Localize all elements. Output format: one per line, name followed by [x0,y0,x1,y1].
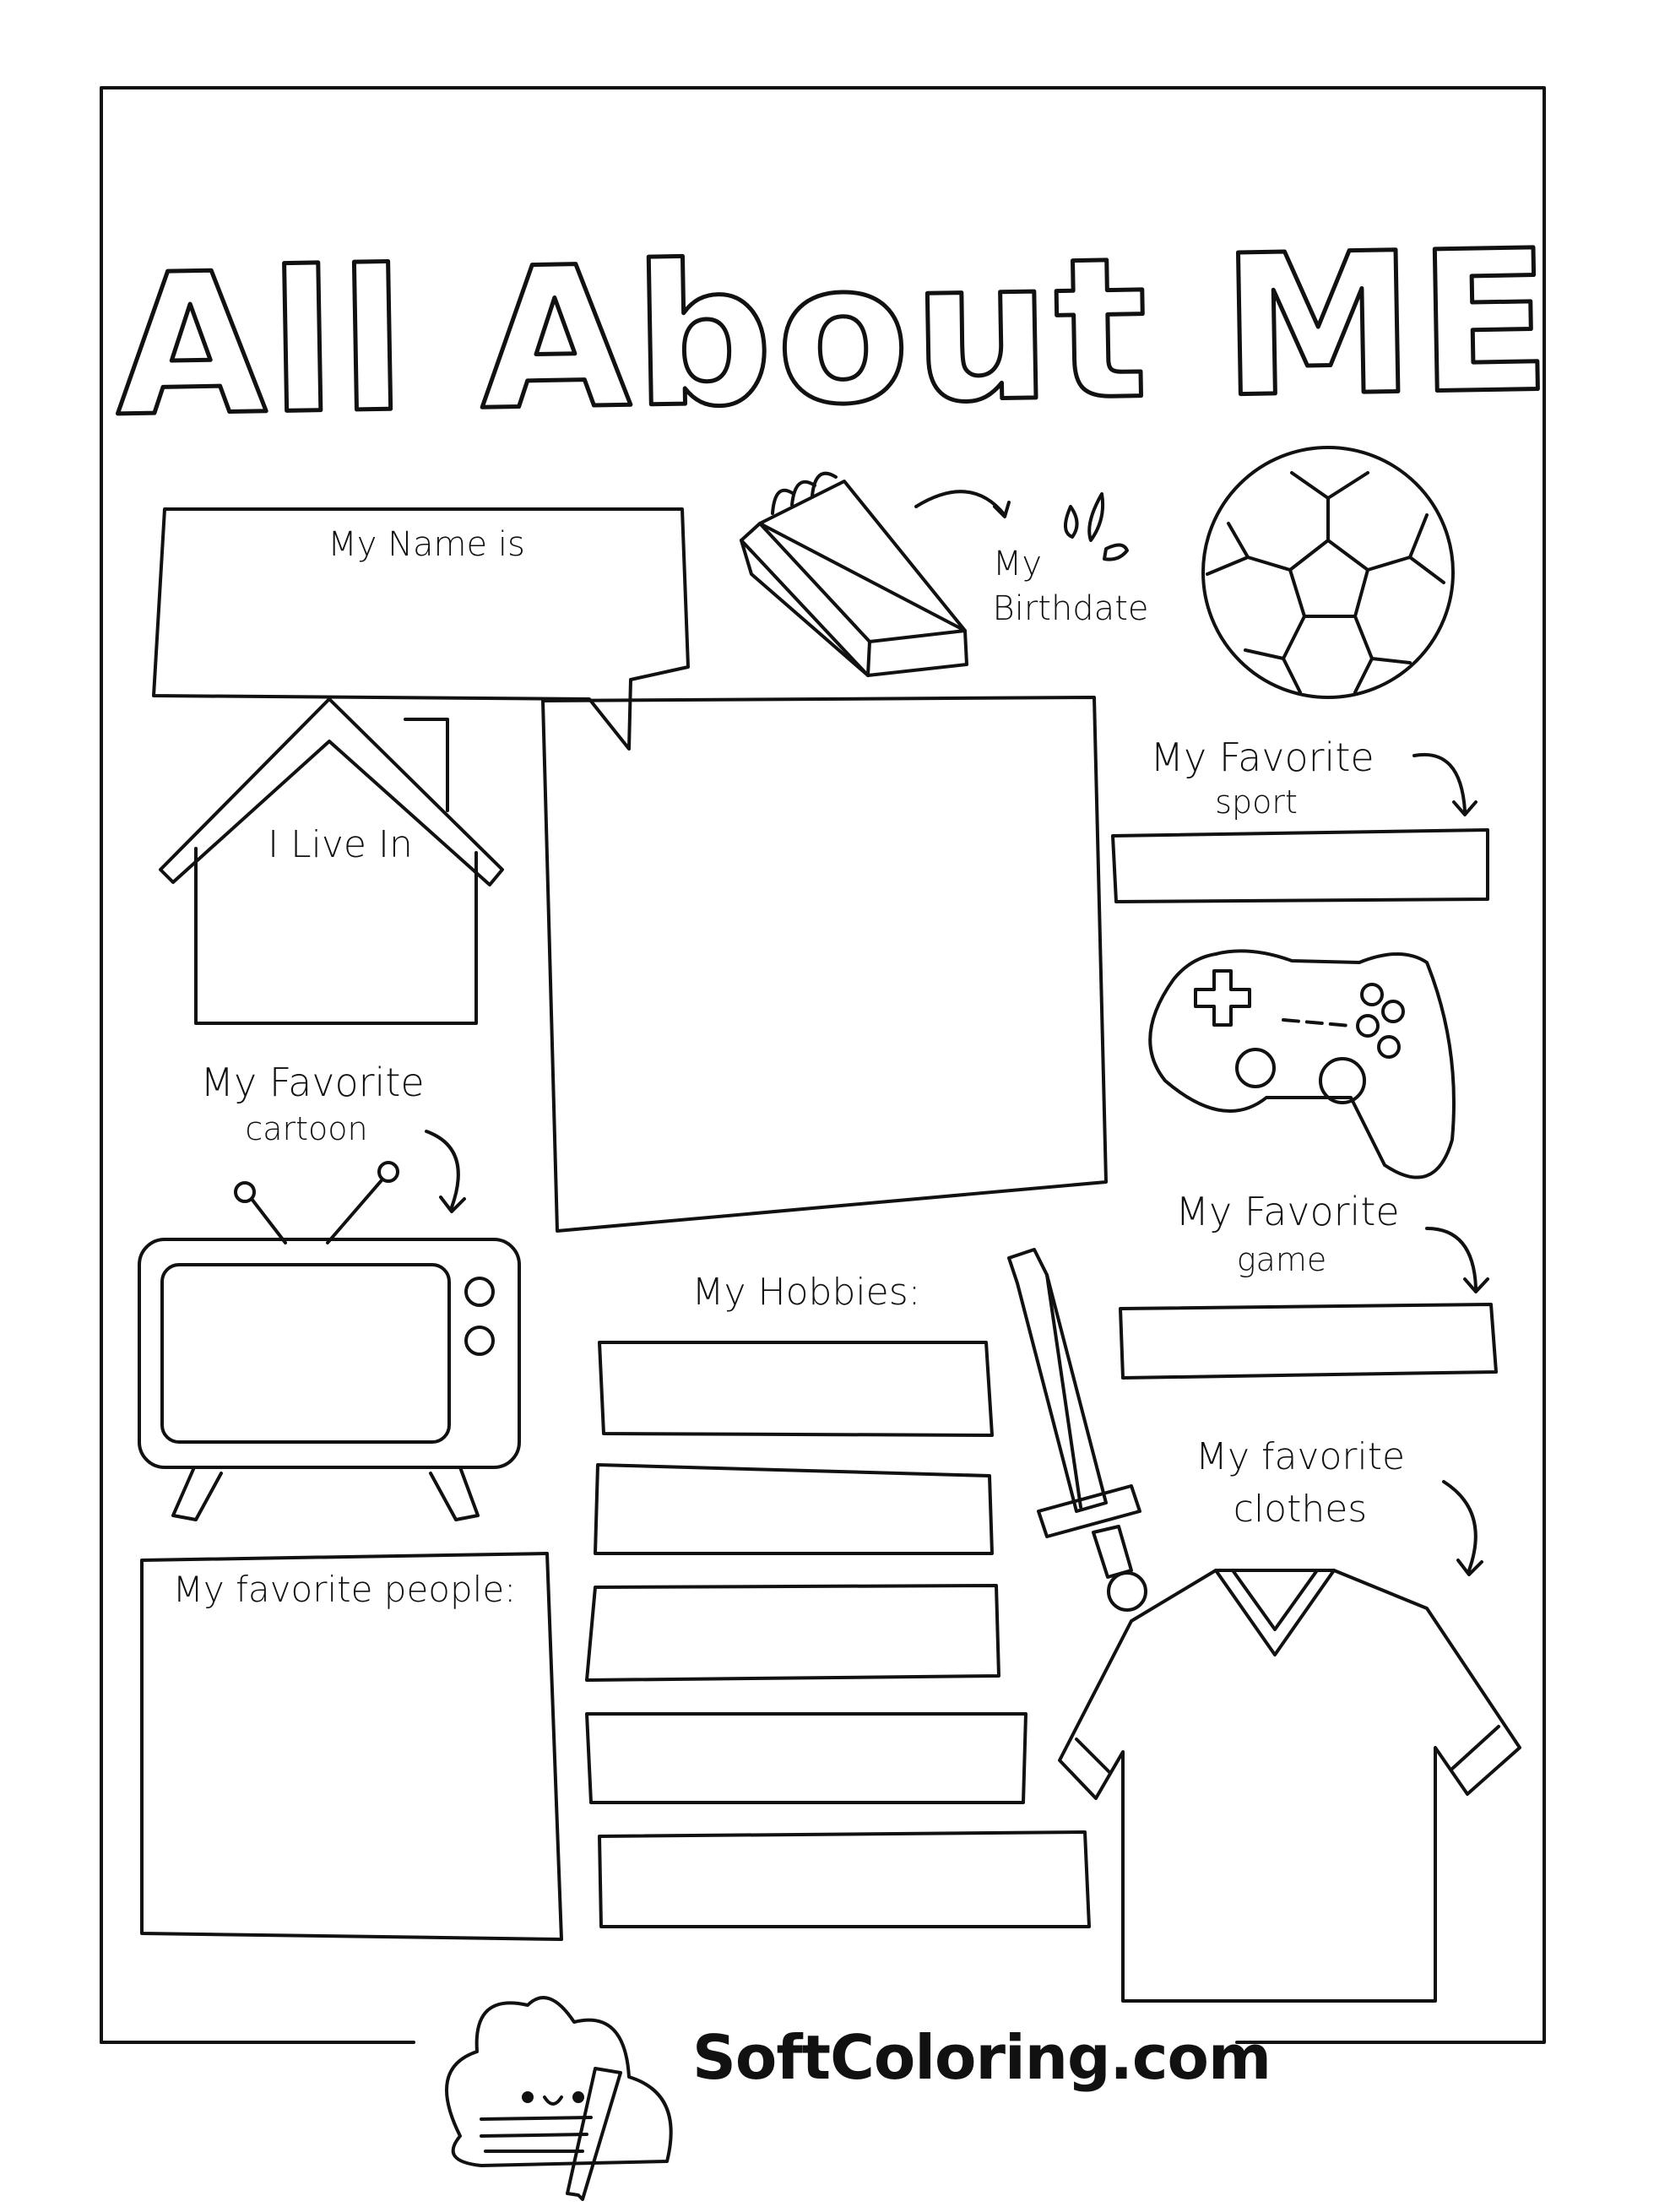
arrow-birthdate [916,491,1009,517]
hobby-line-3 [587,1586,999,1680]
tv-icon [139,1163,519,1520]
hobby-line-2 [595,1465,992,1553]
label-birthdate-1: My [992,545,1043,583]
svg-text:All About ME: All About ME [113,209,1557,460]
label-fav-people: My favorite people: [172,1569,517,1610]
arrow-clothes [1444,1482,1482,1575]
label-birthdate-2: Birthdate [992,589,1149,628]
hobby-line-1 [599,1342,992,1435]
sparkle-decoration [1065,494,1127,560]
game-controller-icon [1150,951,1454,1177]
title-all-about-me [114,209,1557,460]
fav-game-line [1120,1304,1496,1378]
cloud-mascot-icon [447,1998,671,2199]
label-i-live-in: I Live In [268,823,413,866]
label-fav-game-1: My Favorite [1175,1189,1400,1234]
label-fav-clothes-2: clothes [1233,1488,1368,1531]
label-my-name: My Name is [328,525,525,564]
arrow-sport [1414,755,1476,815]
hobby-line-4 [587,1714,1026,1803]
label-fav-clothes-1: My favorite [1195,1435,1406,1478]
arrow-cartoon [426,1131,464,1212]
fav-people-box [142,1553,561,1939]
label-fav-cartoon-2: cartoon [245,1110,368,1147]
label-fav-cartoon-1: My Favorite [200,1060,425,1105]
label-fav-sport-2: sport [1215,783,1298,821]
arrow-game [1427,1228,1488,1292]
sword-icon [1009,1250,1146,1610]
label-fav-game-2: game [1236,1241,1327,1278]
soccer-ball-icon [1203,447,1453,697]
label-hobbies: My Hobbies: [691,1271,921,1314]
photo-frame [543,697,1106,1231]
brand-logo-text[interactable]: SoftColoring.com [692,2022,1271,2093]
hobby-line-5 [599,1832,1089,1927]
label-fav-sport-1: My Favorite [1150,735,1374,780]
calendar-icon [741,474,967,675]
t-shirt-icon [1060,1570,1520,2001]
fav-sport-line [1113,830,1488,902]
